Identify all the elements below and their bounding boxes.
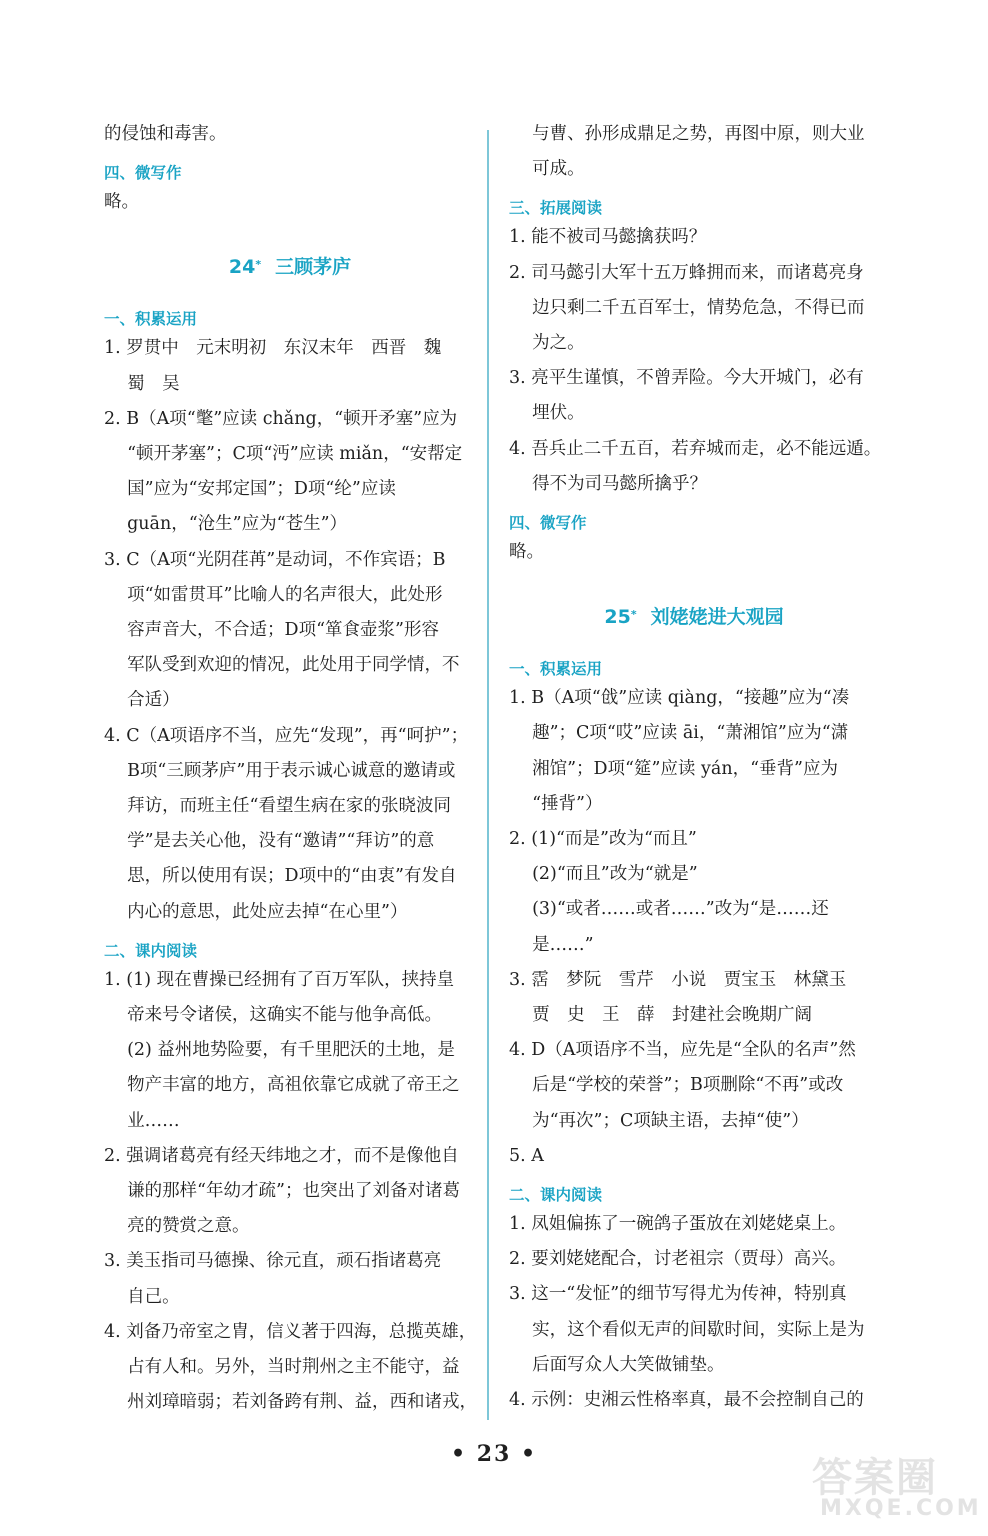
answer-line: 5. A bbox=[509, 1145, 544, 1166]
answer-line: “顿开茅塞”；C项“沔”应读 miǎn，“安帮定 bbox=[104, 444, 463, 464]
answer-line: 内心的意思，此处应去掉“在心里”） bbox=[104, 901, 408, 922]
answer-line: 3. C（A项“光阴荏苒”是动词，不作宾语；B bbox=[104, 549, 446, 570]
section-heading: 二、课内阅读 bbox=[509, 1186, 603, 1204]
answer-line: 合适） bbox=[104, 690, 180, 711]
answer-line: 物产丰富的地方，高祖依靠它成就了帝王之 bbox=[104, 1075, 460, 1096]
lesson-star-mark: * bbox=[255, 258, 262, 272]
lesson-name: 刘姥姥进大观园 bbox=[650, 606, 784, 629]
lesson-number: 25 bbox=[604, 606, 631, 629]
answer-line: 3. 亮平生谨慎，不曾弄险。今大开城门，必有 bbox=[509, 368, 864, 389]
answer-line: 1. 罗贯中 元末明初 东汉末年 西晋 魏 bbox=[104, 338, 442, 359]
answer-line: 实，这个看似无声的间歇时间，实际上是为 bbox=[509, 1319, 865, 1340]
answer-line: 1. (1) 现在曹操已经拥有了百万军队，挟持皇 bbox=[104, 969, 455, 990]
answer-line: 2. 司马懿引大军十五万蜂拥而来，而诸葛亮身 bbox=[509, 262, 864, 283]
answer-line: 谦的那样“年幼才疏”；也突出了刘备对诸葛 bbox=[104, 1181, 460, 1201]
section-heading: 一、积累运用 bbox=[104, 310, 198, 329]
answer-line: 思，所以使用有误；D项中的“由衷”有发自 bbox=[104, 866, 457, 887]
answer-line: 国”应为“安邦定国”；D项“纶”应读 bbox=[104, 479, 396, 500]
answer-line: 略。 bbox=[509, 542, 544, 562]
lesson-number: 24 bbox=[228, 256, 256, 279]
answer-line: 可成。 bbox=[509, 159, 585, 180]
column-divider bbox=[487, 130, 489, 1420]
answer-line: B项“三顾茅庐”用于表示诚心诚意的邀请或 bbox=[104, 760, 456, 781]
lesson-title bbox=[104, 255, 476, 279]
answer-line: 4. 吾兵止二千五百，若弃城而走，必不能远遁。 bbox=[509, 438, 882, 459]
answer-line: “捶背”） bbox=[509, 793, 603, 814]
answer-line: (2)“而且”改为“就是” bbox=[509, 864, 698, 885]
answer-line: 2. (1)“而是”改为“而且” bbox=[509, 829, 697, 849]
answer-line: 2. 要刘姥姥配合，讨老祖宗（贾母）高兴。 bbox=[509, 1249, 847, 1270]
answer-line: 贾 史 王 薛 封建社会晚期广阔 bbox=[509, 1005, 813, 1025]
answer-line: 为“再次”；C项缺主语，去掉“使”） bbox=[509, 1110, 809, 1131]
answer-line: 边只剩二千五百军士，情势危急，不得已而 bbox=[509, 297, 865, 318]
answer-line: 容声音大，不合适；D项“箪食壶浆”形容 bbox=[104, 620, 439, 640]
section-heading: 四、微写作 bbox=[509, 514, 587, 532]
answer-line: 为之。 bbox=[509, 333, 585, 353]
watermark bbox=[812, 1446, 982, 1530]
answer-line: 项“如雷贯耳”比喻人的名声很大，此处形 bbox=[104, 584, 443, 605]
answer-line: 略。 bbox=[104, 192, 139, 213]
answer-line: 自己。 bbox=[104, 1286, 180, 1307]
answer-line: 拜访，而班主任“看望生病在家的张晓波同 bbox=[104, 796, 452, 816]
answer-line: 业…… bbox=[104, 1110, 180, 1131]
answer-line: 3. 美玉指司马德操、徐元直，顽石指诸葛亮 bbox=[104, 1251, 442, 1272]
answer-line: 帝来号令诸侯，这确实不能与他争高低。 bbox=[104, 1005, 443, 1025]
answer-line: 州刘璋暗弱；若刘备跨有荆、益，西和诸戎， bbox=[104, 1392, 478, 1413]
watermark-url: MXQE.COM bbox=[820, 1496, 982, 1521]
answer-line: 2. B（A项“氅”应读 chǎng，“顿开矛塞”应为 bbox=[104, 408, 458, 429]
answer-line: 后是“学校的荣誉”；B项删除“不再”或改 bbox=[509, 1075, 844, 1096]
section-heading: 四、微写作 bbox=[104, 164, 182, 183]
answer-line: 后面写众人大笑做铺垫。 bbox=[509, 1354, 725, 1375]
answer-line: 的侵蚀和毒害。 bbox=[104, 124, 227, 144]
answer-line: 1. B（A项“戗”应读 qiàng，“接趣”应为“凑 bbox=[509, 688, 850, 709]
answer-line: 埋伏。 bbox=[509, 403, 585, 424]
answer-line: 学”是去关心他，没有“邀请”“拜访”的意 bbox=[104, 831, 435, 852]
answer-line: 军队受到欢迎的情况，此处用于同学情，不 bbox=[104, 655, 460, 676]
answer-line: 4. 刘备乃帝室之胄，信义著于四海，总揽英雄， bbox=[104, 1321, 477, 1342]
watermark-logo: 答案圈 bbox=[812, 1455, 938, 1501]
answer-line: 4. 示例：史湘云性格率真，最不会控制自己的 bbox=[509, 1390, 864, 1410]
answer-line: 4. C（A项语序不当，应先“发现”，再“呵护”； bbox=[104, 725, 469, 746]
answer-line: (2) 益州地势险要，有千里肥沃的土地，是 bbox=[104, 1040, 455, 1061]
section-heading: 一、积累运用 bbox=[509, 660, 603, 679]
answer-line: 趣”；C项“哎”应读 āi，“萧湘馆”应为“潇 bbox=[509, 723, 849, 744]
lesson-star-mark: * bbox=[630, 608, 637, 622]
answer-line: 3. 霑 梦阮 雪芹 小说 贾宝玉 林黛玉 bbox=[509, 969, 847, 990]
answer-line: guān，“沧生”应为“苍生”） bbox=[104, 514, 348, 535]
answer-line: 湘馆”；D项“筵”应读 yán，“垂背”应为 bbox=[509, 758, 838, 779]
answer-line: 占有人和。另外，当时荆州之主不能守，益 bbox=[104, 1357, 460, 1377]
answer-line: 4. D（A项语序不当，应先是“全队的名声”然 bbox=[509, 1040, 856, 1061]
answer-line: (3)“或者……或者……”改为“是……还 bbox=[509, 899, 829, 920]
answer-line: 得不为司马懿所擒乎？ bbox=[509, 473, 708, 494]
page-number: • 23 • bbox=[450, 1441, 538, 1467]
lesson-title bbox=[509, 605, 879, 629]
answer-line: 是……” bbox=[509, 934, 594, 955]
answer-line: 与曹、孙形成鼎足之势，再图中原，则大业 bbox=[509, 124, 865, 144]
section-heading: 二、课内阅读 bbox=[104, 941, 198, 960]
answer-line: 亮的赞赏之意。 bbox=[104, 1216, 250, 1237]
answer-line: 1. 能不被司马懿擒获吗？ bbox=[509, 227, 707, 248]
answer-line: 3. 这一“发怔”的细节写得尤为传神，特别真 bbox=[509, 1284, 847, 1305]
section-heading: 三、拓展阅读 bbox=[509, 199, 603, 218]
answer-line: 2. 强调诸葛亮有经天纬地之才，而不是像他自 bbox=[104, 1145, 459, 1166]
answer-line: 1. 凤姐偏拣了一碗鸽子蛋放在刘姥姥桌上。 bbox=[509, 1214, 847, 1234]
answer-line: 蜀 吴 bbox=[104, 373, 180, 394]
lesson-name: 三顾茅庐 bbox=[275, 256, 352, 279]
